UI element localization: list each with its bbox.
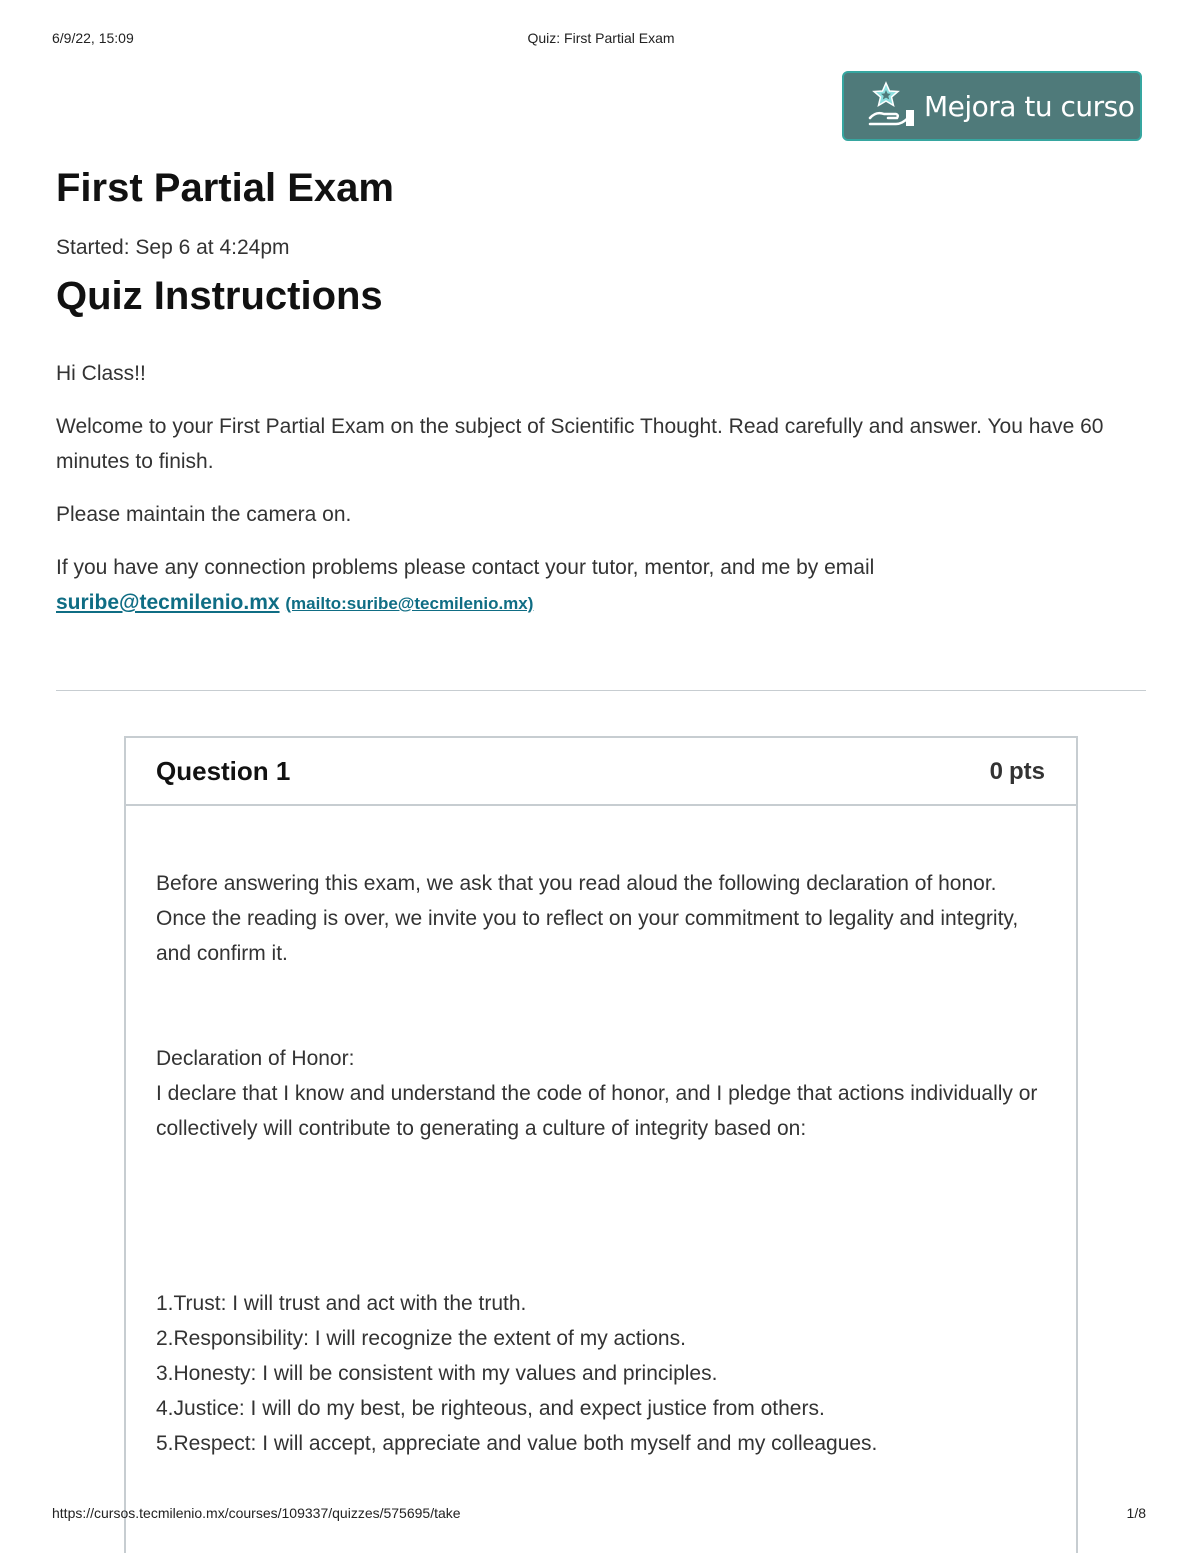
- mailto-link[interactable]: (mailto:suribe@tecmilenio.mx): [285, 594, 534, 613]
- declaration-text: I declare that I know and understand the code of honor, and I pledge that actions individually or collectively will contribute to generating a culture of integrity based on:: [156, 1082, 1038, 1140]
- declaration-heading: Declaration of Honor:: [156, 1047, 355, 1070]
- list-item: 2.Responsibility: I will recognize the extent of my actions.: [156, 1327, 686, 1350]
- mejora-button-label: Mejora tu curso: [924, 89, 1135, 123]
- question-card: [124, 736, 1078, 1553]
- started-label: Started:: [56, 236, 130, 259]
- list-item: 5.Respect: I will accept, appreciate and value both myself and my colleagues.: [156, 1432, 878, 1455]
- list-item: 3.Honesty: I will be consistent with my values and principles.: [156, 1362, 718, 1385]
- star-hand-icon: [866, 80, 918, 132]
- section-divider: [56, 690, 1146, 691]
- instructions-contact: [56, 550, 1146, 621]
- list-item: 4.Justice: I will do my best, be righteous, and expect justice from others.: [156, 1397, 825, 1420]
- question-header: [126, 738, 1076, 806]
- print-page-title: Quiz: First Partial Exam: [527, 30, 675, 46]
- question-title: Question 1: [156, 756, 291, 786]
- print-date: 6/9/22, 15:09: [52, 30, 134, 46]
- question-body: [156, 866, 1046, 1461]
- question-points: [990, 758, 1045, 786]
- instructions-greeting: Hi Class!!: [56, 362, 146, 385]
- points-value: 0: [989, 758, 1003, 785]
- points-unit: pts: [1009, 758, 1045, 785]
- started-value: Sep 6 at 4:24pm: [135, 236, 290, 259]
- started-timestamp: [56, 236, 290, 260]
- honor-values-list: [156, 1286, 1046, 1461]
- quiz-title: First Partial Exam: [56, 166, 394, 210]
- mejora-tu-curso-button[interactable]: [842, 71, 1142, 141]
- question-intro: Before answering this exam, we ask that you read aloud the following declaration of honor. Once the reading is over, we invite you to reflect on your commitment to legality and integrity, and confirm it.: [156, 872, 1019, 965]
- instructions-contact-text: If you have any connection problems please contact your tutor, mentor, and me by email: [56, 556, 875, 579]
- print-header: [52, 30, 1146, 50]
- instructions-heading: Quiz Instructions: [56, 274, 383, 318]
- quiz-instructions: [56, 356, 1146, 621]
- print-footer: [52, 1505, 1146, 1525]
- email-link[interactable]: suribe@tecmilenio.mx: [56, 591, 280, 614]
- print-page-number: 1/8: [1126, 1505, 1146, 1521]
- print-url: https://cursos.tecmilenio.mx/courses/109337/quizzes/575695/take: [52, 1505, 461, 1521]
- instructions-camera: Please maintain the camera on.: [56, 503, 352, 526]
- instructions-welcome: Welcome to your First Partial Exam on the subject of Scientific Thought. Read carefully and answer. You have 60 minutes to finish.: [56, 415, 1104, 473]
- list-item: 1.Trust: I will trust and act with the truth.: [156, 1292, 527, 1315]
